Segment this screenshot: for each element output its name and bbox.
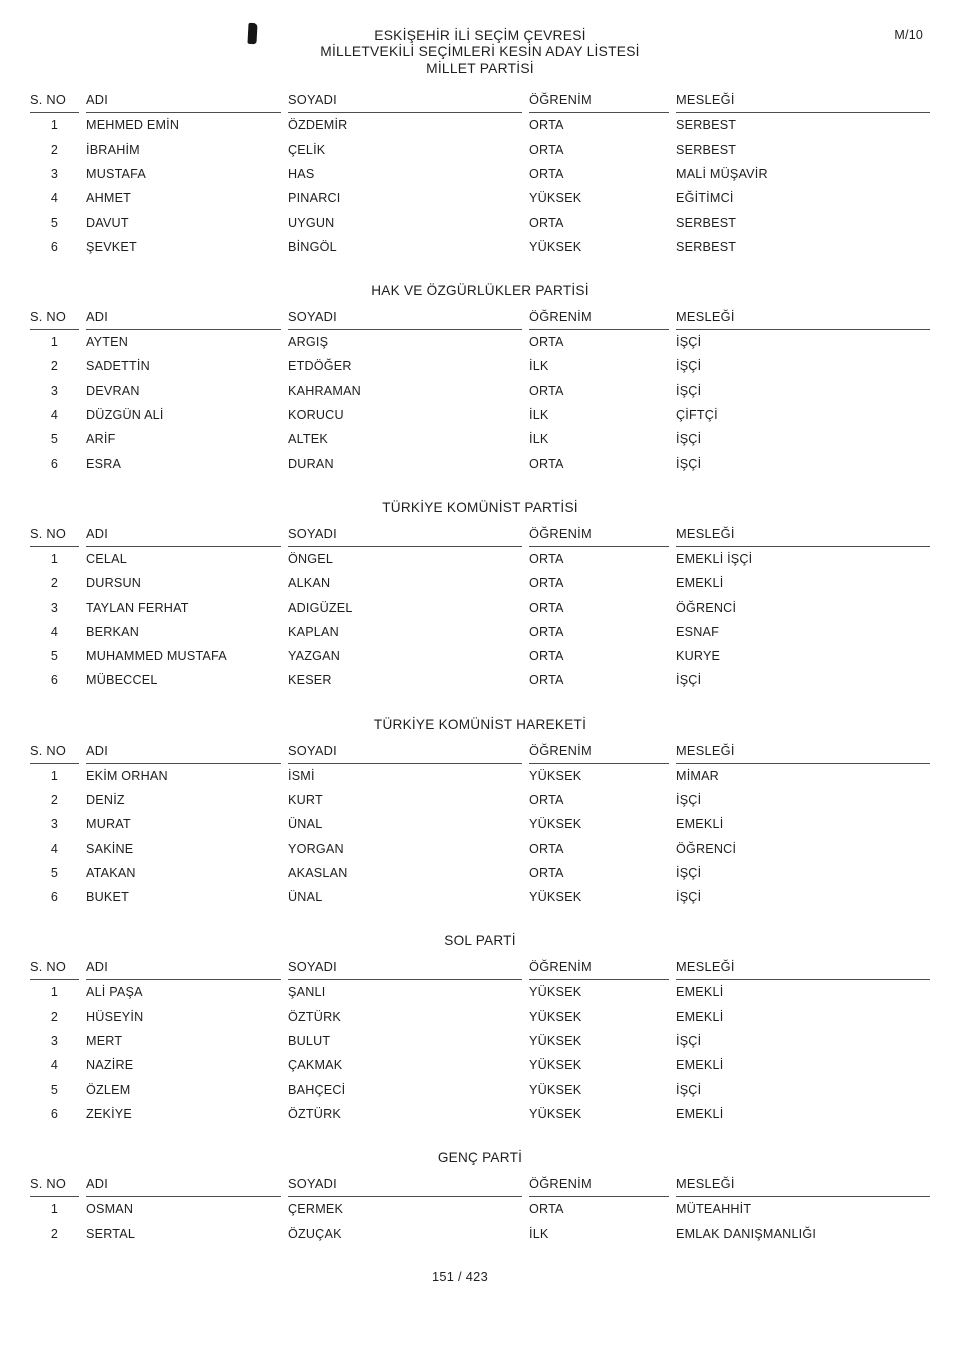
party-section-hak-ve-ozgurlukler-partisi (30, 283, 930, 476)
table-row (30, 1005, 930, 1029)
cell-soyadi: ADIGÜZEL (288, 600, 353, 615)
col-header-adi: ADI (86, 309, 281, 330)
cell-soyadi: BİNGÖL (288, 239, 337, 254)
cell-soyadi: ÇELİK (288, 142, 326, 157)
col-header-soyadi: SOYADI (288, 1176, 522, 1197)
table-row (30, 764, 930, 788)
cell-meslegi: MİMAR (676, 768, 719, 783)
table-row (30, 210, 930, 234)
doc-code: M/10 (894, 28, 923, 42)
header-title-line3: MİLLET PARTİSİ (426, 60, 534, 76)
col-header-meslegi: MESLEĞİ (676, 743, 930, 764)
cell-adi: MÜBECCEL (86, 673, 158, 688)
cell-s-no: 1 (50, 1202, 59, 1217)
header-title-line1: ESKİŞEHİR İLİ SEÇİM ÇEVRESİ (374, 28, 586, 43)
cell-meslegi: MÜTEAHHİT (676, 1202, 752, 1217)
cell-ogrenim: ORTA (529, 841, 564, 856)
table-header-row (30, 958, 930, 980)
col-header-s-no: S. NO (30, 959, 79, 980)
candidate-table (30, 958, 930, 1126)
table-row (30, 812, 930, 836)
candidate-table (30, 742, 930, 910)
cell-s-no: 4 (50, 1058, 59, 1073)
cell-adi: DAVUT (86, 215, 129, 230)
cell-ogrenim: ORTA (529, 142, 564, 157)
cell-ogrenim: YÜKSEK (529, 768, 582, 783)
party-section-genc-parti (30, 1150, 930, 1246)
cell-adi: MUHAMMED MUSTAFA (86, 649, 227, 664)
cell-adi: DENİZ (86, 793, 125, 807)
cell-adi: ESRA (86, 456, 122, 471)
cell-ogrenim: ORTA (529, 383, 564, 398)
cell-soyadi: HAS (288, 166, 315, 181)
cell-ogrenim: YÜKSEK (529, 191, 582, 206)
cell-ogrenim: YÜKSEK (529, 890, 582, 905)
col-header-adi: ADI (86, 1176, 281, 1197)
cell-s-no: 6 (50, 239, 59, 254)
cell-ogrenim: ORTA (529, 865, 564, 880)
col-header-ogrenim: ÖĞRENİM (529, 92, 669, 113)
party-title: TÜRKİYE KOMÜNİST HAREKETİ (373, 716, 587, 732)
cell-meslegi: EMEKLİ (676, 1058, 724, 1073)
cell-ogrenim: YÜKSEK (529, 1009, 582, 1024)
col-header-adi: ADI (86, 959, 281, 980)
cell-soyadi: ÖZUÇAK (288, 1226, 342, 1241)
cell-s-no: 3 (50, 600, 59, 615)
party-section-sol-parti (30, 933, 930, 1126)
cell-soyadi: ÇAKMAK (288, 1058, 343, 1073)
cell-s-no: 6 (50, 673, 59, 688)
cell-meslegi: EMEKLİ (676, 817, 724, 832)
col-header-meslegi: MESLEĞİ (676, 92, 930, 113)
cell-meslegi: EMEKLİ (676, 1106, 724, 1121)
cell-meslegi: ÖĞRENCİ (676, 841, 737, 856)
cell-ogrenim: YÜKSEK (529, 1082, 582, 1097)
cell-meslegi: İŞÇİ (676, 432, 702, 447)
cell-meslegi: İŞÇİ (676, 383, 702, 398)
cell-s-no: 5 (50, 215, 59, 230)
cell-s-no: 1 (50, 768, 59, 783)
table-row (30, 668, 930, 692)
cell-s-no: 4 (50, 191, 59, 206)
cell-meslegi: İŞÇİ (676, 1082, 702, 1097)
table-body (30, 330, 930, 476)
cell-soyadi: ÖZTÜRK (288, 1009, 341, 1024)
cell-adi: MEHMED EMİN (86, 118, 180, 133)
table-row (30, 1197, 930, 1221)
cell-ogrenim: İLK (529, 408, 549, 423)
cell-soyadi: BAHÇECİ (288, 1082, 346, 1097)
cell-soyadi: ÖZDEMİR (288, 118, 348, 133)
col-header-soyadi: SOYADI (288, 92, 522, 113)
candidate-table (30, 525, 930, 693)
cell-soyadi: KAPLAN (288, 624, 339, 639)
col-header-adi: ADI (86, 526, 281, 547)
party-section-turkiye-komunist-hareketi (30, 717, 930, 910)
cell-meslegi: EMEKLİ (676, 1009, 724, 1024)
cell-s-no: 2 (50, 142, 59, 157)
col-header-adi: ADI (86, 743, 281, 764)
cell-soyadi: ALKAN (288, 576, 331, 591)
candidate-table (30, 308, 930, 476)
table-header-row (30, 525, 930, 547)
cell-meslegi: ÇİFTÇİ (676, 408, 718, 423)
cell-adi: AHMET (86, 191, 132, 206)
cell-adi: ATAKAN (86, 865, 136, 880)
col-header-s-no: S. NO (30, 92, 79, 113)
table-row (30, 644, 930, 668)
cell-adi: İBRAHİM (86, 142, 140, 157)
cell-adi: SERTAL (86, 1226, 136, 1241)
cell-soyadi: AKASLAN (288, 865, 348, 880)
cell-ogrenim: ORTA (529, 649, 564, 664)
cell-soyadi: KESER (288, 673, 332, 688)
table-row (30, 330, 930, 354)
cell-meslegi: EMLAK DANIŞMANLIĞI (676, 1226, 817, 1241)
cell-adi: CELAL (86, 551, 127, 566)
cell-soyadi: ÇERMEK (288, 1202, 344, 1217)
cell-soyadi: ÖZTÜRK (288, 1106, 341, 1121)
cell-s-no: 2 (50, 576, 59, 591)
cell-meslegi: ÖĞRENCİ (676, 600, 737, 615)
cell-soyadi: KORUCU (288, 408, 344, 423)
party-title: GENÇ PARTİ (437, 1150, 523, 1166)
col-header-meslegi: MESLEĞİ (676, 309, 930, 330)
table-row (30, 836, 930, 860)
cell-s-no: 2 (50, 1009, 59, 1024)
header-title-line2: MİLLETVEKİLİ SEÇİMLERİ KESİN ADAY LİSTESİ (320, 44, 640, 60)
cell-adi: SAKİNE (86, 841, 134, 856)
cell-adi: ARİF (86, 432, 116, 447)
table-row (30, 885, 930, 909)
cell-meslegi: İŞÇİ (676, 890, 702, 905)
cell-ogrenim: YÜKSEK (529, 239, 582, 254)
cell-meslegi: SERBEST (676, 239, 737, 254)
cell-soyadi: ALTEK (288, 432, 328, 447)
page-number: 151 / 423 (431, 1268, 489, 1284)
party-title: HAK VE ÖZGÜRLÜKLER PARTİSİ (371, 283, 589, 298)
table-row (30, 235, 930, 259)
table-row (30, 1102, 930, 1126)
table-header-row (30, 91, 930, 113)
cell-adi: MURAT (86, 817, 131, 832)
cell-s-no: 5 (50, 1082, 59, 1097)
col-header-ogrenim: ÖĞRENİM (529, 959, 669, 980)
cell-s-no: 5 (50, 432, 59, 447)
cell-meslegi: EMEKLİ İŞÇİ (676, 551, 753, 566)
cell-adi: DURSUN (86, 576, 142, 591)
table-body (30, 980, 930, 1126)
cell-s-no: 3 (50, 383, 59, 398)
scan-artifact (247, 23, 257, 44)
cell-s-no: 6 (50, 890, 59, 905)
table-row (30, 980, 930, 1004)
table-row (30, 186, 930, 210)
cell-s-no: 4 (50, 841, 59, 856)
table-row (30, 354, 930, 378)
table-row (30, 1029, 930, 1053)
table-row (30, 571, 930, 595)
cell-s-no: 3 (50, 817, 59, 832)
party-title: SOL PARTİ (444, 933, 516, 949)
cell-adi: HÜSEYİN (86, 1009, 144, 1024)
table-body (30, 764, 930, 910)
cell-meslegi: İŞÇİ (676, 456, 702, 471)
table-row (30, 113, 930, 137)
cell-adi: OSMAN (86, 1202, 134, 1217)
cell-soyadi: DURAN (288, 456, 334, 471)
cell-soyadi: İSMİ (288, 768, 315, 783)
cell-adi: TAYLAN FERHAT (86, 600, 189, 615)
cell-ogrenim: YÜKSEK (529, 817, 582, 832)
table-body (30, 547, 930, 693)
cell-ogrenim: ORTA (529, 624, 564, 639)
table-row (30, 451, 930, 475)
cell-meslegi: SERBEST (676, 215, 737, 230)
col-header-soyadi: SOYADI (288, 526, 522, 547)
cell-adi: ZEKİYE (86, 1106, 132, 1121)
table-row (30, 138, 930, 162)
cell-ogrenim: YÜKSEK (529, 1058, 582, 1073)
table-row (30, 379, 930, 403)
cell-soyadi: YORGAN (288, 841, 344, 856)
col-header-meslegi: MESLEĞİ (676, 526, 930, 547)
cell-meslegi: İŞÇİ (676, 359, 702, 374)
cell-meslegi: SERBEST (676, 142, 737, 157)
col-header-s-no: S. NO (30, 309, 79, 330)
cell-meslegi: EMEKLİ (676, 576, 724, 591)
cell-adi: AYTEN (86, 335, 129, 350)
col-header-meslegi: MESLEĞİ (676, 1176, 930, 1197)
cell-adi: BERKAN (86, 624, 139, 639)
cell-s-no: 6 (50, 1106, 59, 1121)
cell-s-no: 3 (50, 166, 59, 181)
cell-ogrenim: İLK (529, 359, 549, 374)
cell-soyadi: ŞANLI (288, 985, 326, 1000)
cell-s-no: 6 (50, 456, 59, 471)
col-header-ogrenim: ÖĞRENİM (529, 526, 669, 547)
cell-ogrenim: ORTA (529, 600, 564, 615)
cell-ogrenim: ORTA (529, 335, 564, 350)
table-row (30, 162, 930, 186)
cell-adi: DEVRAN (86, 383, 140, 398)
cell-ogrenim: İLK (529, 1226, 549, 1241)
cell-adi: BUKET (86, 890, 129, 905)
table-row (30, 1221, 930, 1245)
table-body (30, 113, 930, 259)
cell-ogrenim: ORTA (529, 673, 564, 688)
table-body (30, 1197, 930, 1246)
cell-s-no: 1 (50, 118, 59, 133)
cell-soyadi: ETDÖĞER (288, 359, 352, 374)
cell-adi: MERT (86, 1034, 123, 1049)
col-header-s-no: S. NO (30, 743, 79, 764)
cell-adi: DÜZGÜN ALİ (86, 408, 164, 423)
col-header-ogrenim: ÖĞRENİM (529, 309, 669, 330)
cell-soyadi: YAZGAN (288, 649, 341, 664)
table-row (30, 427, 930, 451)
cell-meslegi: İŞÇİ (676, 335, 702, 350)
cell-s-no: 3 (50, 1034, 59, 1049)
cell-meslegi: EMEKLİ (676, 985, 724, 1000)
cell-ogrenim: YÜKSEK (529, 1106, 582, 1121)
cell-ogrenim: ORTA (529, 1202, 564, 1217)
col-header-adi: ADI (86, 92, 281, 113)
table-row (30, 620, 930, 644)
col-header-ogrenim: ÖĞRENİM (529, 1176, 669, 1197)
cell-ogrenim: ORTA (529, 166, 564, 181)
cell-s-no: 2 (50, 359, 59, 374)
col-header-soyadi: SOYADI (288, 743, 522, 764)
cell-adi: ŞEVKET (86, 239, 137, 254)
cell-s-no: 1 (50, 985, 59, 1000)
cell-ogrenim: ORTA (529, 551, 564, 566)
party-section-turkiye-komunist-partisi (30, 500, 930, 693)
cell-soyadi: ÜNAL (288, 817, 323, 832)
cell-meslegi: ESNAF (676, 624, 719, 639)
table-row (30, 1053, 930, 1077)
party-title: TÜRKİYE KOMÜNİST PARTİSİ (382, 499, 578, 515)
cell-meslegi: EĞİTİMCİ (676, 191, 734, 206)
table-header-row (30, 308, 930, 330)
cell-s-no: 2 (50, 793, 59, 807)
candidate-table (30, 1175, 930, 1246)
cell-soyadi: ÖNGEL (288, 551, 334, 566)
party-section-millet-partisi (30, 91, 930, 259)
cell-adi: ALİ PAŞA (86, 985, 143, 1000)
table-row (30, 403, 930, 427)
candidate-table (30, 91, 930, 259)
cell-soyadi: ÜNAL (288, 890, 323, 905)
cell-meslegi: MALİ MÜŞAVİR (676, 166, 768, 181)
col-header-s-no: S. NO (30, 1176, 79, 1197)
cell-adi: EKİM ORHAN (86, 768, 168, 783)
cell-adi: ÖZLEM (86, 1082, 131, 1097)
cell-ogrenim: YÜKSEK (529, 985, 582, 1000)
cell-soyadi: UYGUN (288, 215, 335, 230)
table-row (30, 1078, 930, 1102)
cell-s-no: 2 (50, 1226, 59, 1241)
cell-meslegi: KURYE (676, 649, 721, 664)
cell-s-no: 5 (50, 649, 59, 664)
cell-ogrenim: ORTA (529, 215, 564, 230)
cell-ogrenim: ORTA (529, 118, 564, 133)
cell-meslegi: İŞÇİ (676, 865, 702, 880)
col-header-s-no: S. NO (30, 526, 79, 547)
table-row (30, 788, 930, 812)
table-row (30, 595, 930, 619)
cell-soyadi: ARGIŞ (288, 335, 329, 350)
cell-ogrenim: ORTA (529, 793, 564, 807)
cell-ogrenim: YÜKSEK (529, 1034, 582, 1049)
col-header-soyadi: SOYADI (288, 959, 522, 980)
cell-soyadi: KAHRAMAN (288, 383, 361, 398)
cell-meslegi: İŞÇİ (676, 1034, 702, 1049)
cell-s-no: 4 (50, 624, 59, 639)
cell-s-no: 1 (50, 551, 59, 566)
table-header-row (30, 1175, 930, 1197)
document-header (30, 28, 930, 77)
cell-s-no: 1 (50, 335, 59, 350)
table-header-row (30, 742, 930, 764)
cell-s-no: 5 (50, 865, 59, 880)
table-row (30, 861, 930, 885)
cell-ogrenim: ORTA (529, 576, 564, 591)
cell-adi: NAZİRE (86, 1058, 134, 1073)
cell-ogrenim: ORTA (529, 456, 564, 471)
col-header-soyadi: SOYADI (288, 309, 522, 330)
cell-soyadi: KURT (288, 793, 323, 807)
cell-ogrenim: İLK (529, 432, 549, 447)
cell-meslegi: SERBEST (676, 118, 737, 133)
cell-adi: MUSTAFA (86, 166, 146, 181)
cell-meslegi: İŞÇİ (676, 793, 702, 807)
col-header-ogrenim: ÖĞRENİM (529, 743, 669, 764)
table-row (30, 547, 930, 571)
cell-s-no: 4 (50, 408, 59, 423)
col-header-meslegi: MESLEĞİ (676, 959, 930, 980)
cell-adi: SADETTİN (86, 359, 150, 374)
cell-soyadi: BULUT (288, 1034, 331, 1049)
cell-meslegi: İŞÇİ (676, 673, 702, 688)
cell-soyadi: PINARCI (288, 191, 341, 206)
